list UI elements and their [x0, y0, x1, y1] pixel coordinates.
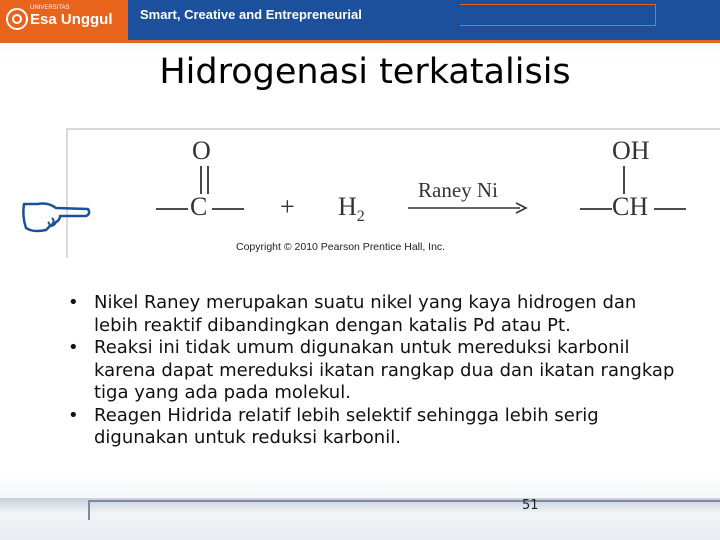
header-stripe [0, 40, 720, 43]
catalyst-label: Raney Ni [418, 178, 498, 202]
header-bar [0, 0, 720, 40]
plus-sign: + [280, 192, 295, 221]
product-hydroxyl: OH [612, 136, 650, 165]
logo-small-text: UNIVERSITAS [30, 5, 70, 11]
university-logo [0, 0, 128, 40]
footer-frame [88, 500, 720, 520]
left-divider [66, 128, 68, 258]
product-left-bond [580, 206, 612, 212]
page-number: 51 [522, 498, 539, 513]
product-right-bond [654, 206, 686, 212]
pointing-hand-icon [20, 196, 92, 236]
reactant-carbon: C [190, 192, 208, 221]
right-bond [212, 206, 244, 212]
reaction-scheme [150, 136, 690, 256]
hydrogen-subscript: 2 [356, 208, 365, 226]
logo-emblem-icon [6, 8, 28, 30]
copyright-notice: Copyright © 2010 Pearson Prentice Hall, Inc. [236, 241, 446, 253]
left-bond [156, 206, 188, 212]
reactant-oxygen: O [192, 136, 211, 165]
bullet-list [64, 292, 684, 450]
logo-text: Esa Unggul [30, 11, 113, 28]
hydrogen-molecule [338, 192, 365, 226]
tagline: Smart, Creative and Entrepreneurial [140, 7, 362, 22]
single-bond [620, 166, 628, 194]
title-divider [66, 128, 720, 130]
hydrogen-symbol: H [338, 192, 357, 221]
bullet-item: • Nikel Raney merupakan suatu nikel yang kaya hidrogen dan lebih reaktif dibandingkan dengan katalis Pd atau Pt. [64, 292, 684, 337]
bullet-item: • Reaksi ini tidak umum digunakan untuk mereduksi karbonil karena dapat mereduksi ikatan rangkap dua dan ikatan rangkap tiga yang ada pada molekul. [64, 337, 684, 405]
slide-title: Hidrogenasi terkatalisis [159, 52, 571, 92]
reaction-arrow-icon [408, 202, 528, 214]
bullet-item: • Reagen Hidrida relatif lebih selektif sehingga lebih serig digunakan untuk reduksi karbonil. [64, 405, 684, 450]
product-carbon: CH [612, 192, 649, 221]
header-decoration [460, 4, 656, 26]
